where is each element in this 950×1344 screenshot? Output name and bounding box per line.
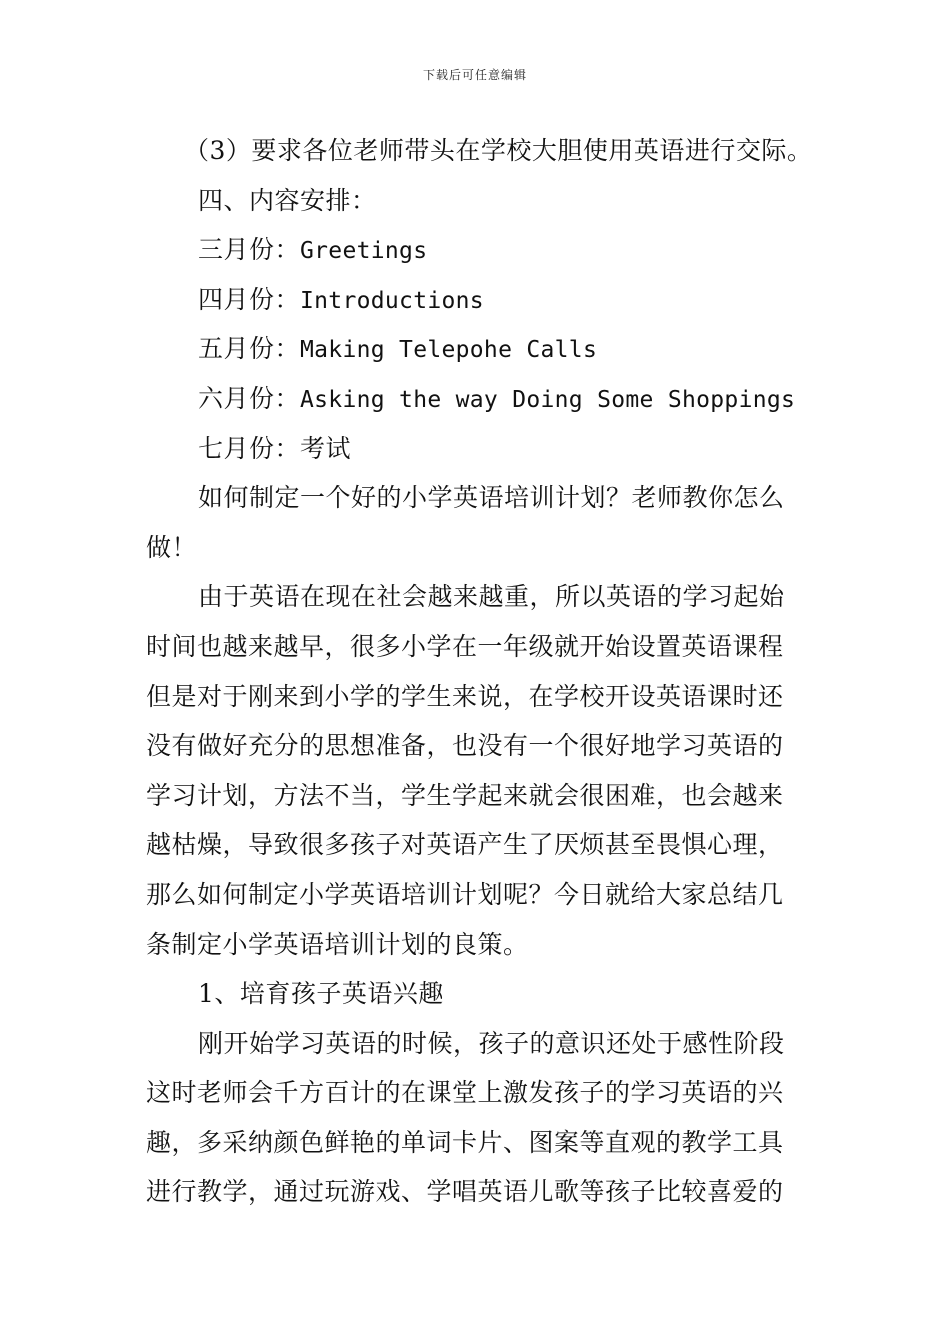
schedule-month: 四月份： [198,284,301,314]
paragraph-line: 时间也越来越早，很多小学在一年级就开始设置英语课程 [146,631,784,661]
schedule-topic: Greetings [300,238,428,265]
schedule-topic: Asking the way Doing Some Shoppings [300,386,796,413]
schedule-month: 六月份： [198,383,301,413]
subsection-heading: 1、培育孩子英语兴趣 [198,979,444,1009]
schedule-month: 三月份： [198,235,301,265]
schedule-topic: Making Telepohe Calls [300,337,598,364]
section-heading: 四、内容安排： [198,185,377,215]
schedule-item-may [146,324,806,374]
paragraph-line: 没有做好充分的思想准备，也没有一个很好地学习英语的 [146,731,784,761]
schedule-item-july: 七月份：考试 [198,433,352,463]
schedule-month: 五月份： [198,334,301,364]
paragraph-line: 越枯燥，导致很多孩子对英语产生了厌烦甚至畏惧心理， [146,830,784,860]
document-body [146,126,813,1217]
schedule-topic: Introductions [300,287,484,314]
paragraph-line: 由于英语在现在社会越来越重，所以英语的学习起始 [198,582,785,612]
article-title-continued: 做！ [146,532,198,562]
paragraph-line: 条制定小学英语培训计划的良策。 [146,929,529,959]
paragraph-line: 进行教学，通过玩游戏、学唱英语儿歌等孩子比较喜爱的 [146,1177,784,1207]
schedule-item-april [146,275,806,325]
schedule-item-june [146,374,806,424]
schedule-item-march [146,225,806,275]
paragraph-line: 刚开始学习英语的时候，孩子的意识还处于感性阶段 [198,1028,785,1058]
paragraph-line: 那么如何制定小学英语培训计划呢？今日就给大家总结几 [146,879,784,909]
article-title: 如何制定一个好的小学英语培训计划？老师教你怎么 [198,483,785,513]
text-line: （3）要求各位老师带头在学校大胆使用英语进行交际。 [184,136,813,165]
page-header: 下载后可任意编辑 [422,68,527,82]
paragraph-line: 学习计划，方法不当，学生学起来就会很困难，也会越来 [146,780,784,810]
paragraph-line: 趣，多采纳颜色鲜艳的单词卡片、图案等直观的教学工具 [146,1127,784,1157]
paragraph-line: 这时老师会千方百计的在课堂上激发孩子的学习英语的兴 [146,1078,784,1108]
paragraph-line: 但是对于刚来到小学的学生来说，在学校开设英语课时还 [146,681,784,711]
